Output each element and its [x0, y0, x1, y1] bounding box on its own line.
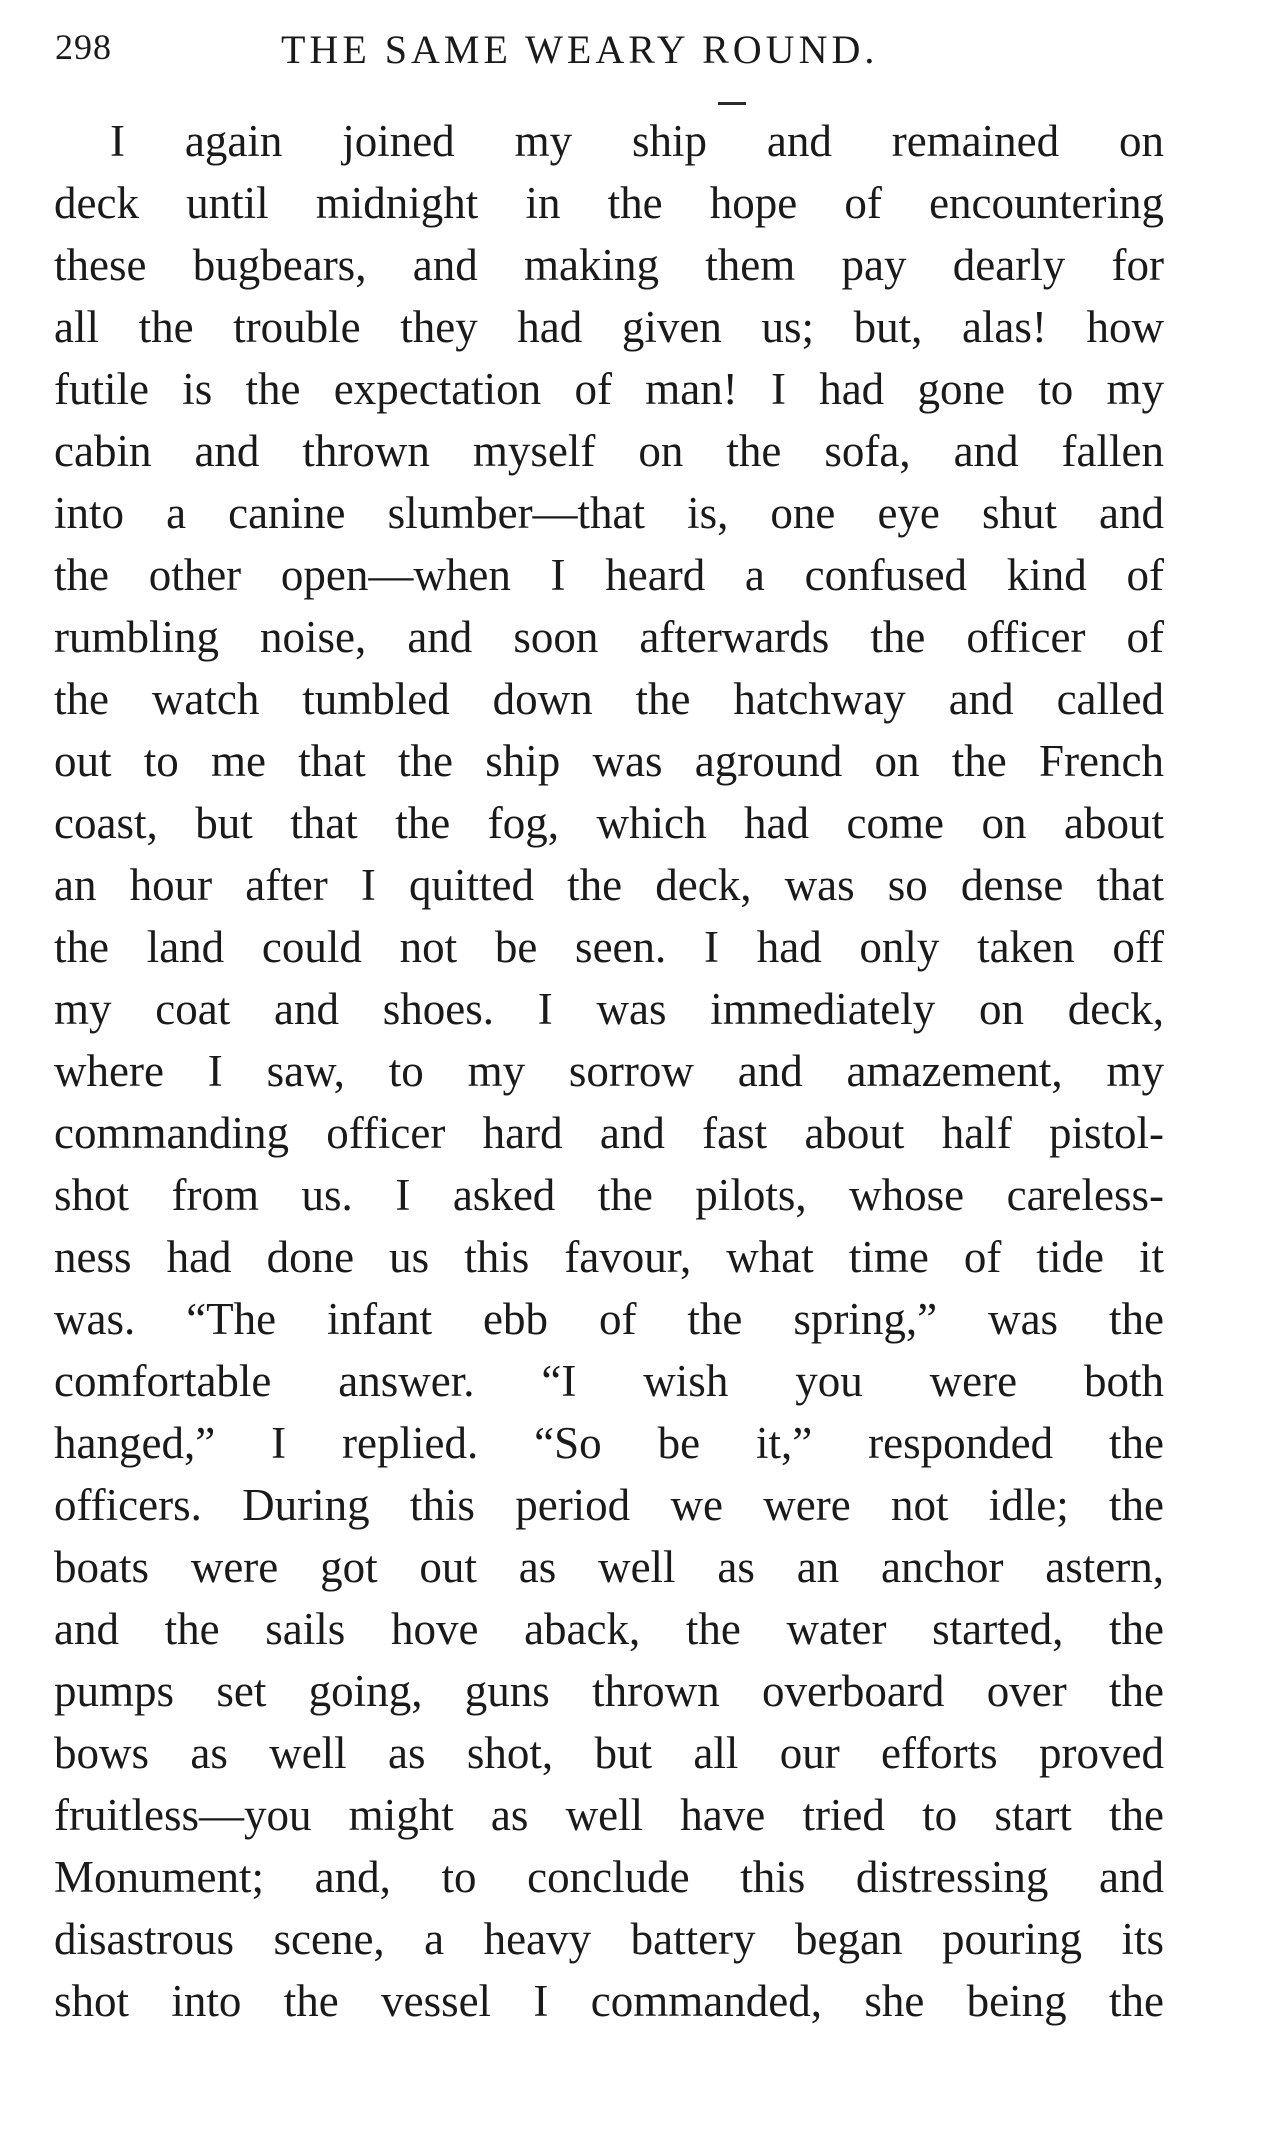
- text-line: the land could not be seen. I had only taken off: [54, 922, 1164, 972]
- text-line: the watch tumbled down the hatchway and called: [54, 674, 1164, 724]
- text-line: into a canine slumber—that is, one eye shut and: [54, 488, 1164, 538]
- text-line: boats were got out as well as an anchor astern,: [54, 1542, 1164, 1592]
- text-line: an hour after I quitted the deck, was so dense that: [54, 860, 1164, 910]
- text-line: the other open—when I heard a confused kind of: [54, 550, 1164, 600]
- text-line: and the sails hove aback, the water started, the: [54, 1604, 1164, 1654]
- text-line: futile is the expectation of man! I had gone to my: [54, 364, 1164, 414]
- text-line: where I saw, to my sorrow and amazement, my: [54, 1046, 1164, 1096]
- text-line: all the trouble they had given us; but, alas! how: [54, 302, 1164, 352]
- text-line: rumbling noise, and soon afterwards the officer of: [54, 612, 1164, 662]
- text-line: officers. During this period we were not idle; the: [54, 1480, 1164, 1530]
- text-line: bows as well as shot, but all our efforts proved: [54, 1728, 1164, 1778]
- stray-ink-mark: [718, 102, 746, 105]
- text-line: comfortable answer. “I wish you were both: [54, 1356, 1164, 1406]
- text-line: these bugbears, and making them pay dearly for: [54, 240, 1164, 290]
- text-line: disastrous scene, a heavy battery began pouring its: [54, 1914, 1164, 1964]
- body-text: [54, 110, 1164, 2032]
- text-line: out to me that the ship was aground on the French: [54, 736, 1164, 786]
- text-line: cabin and thrown myself on the sofa, and fallen: [54, 426, 1164, 476]
- text-line: I again joined my ship and remained on: [110, 116, 1164, 166]
- text-line: shot into the vessel I commanded, she being the: [54, 1976, 1164, 2026]
- page-header: [55, 26, 1165, 80]
- text-line: fruitless—you might as well have tried to start the: [54, 1790, 1164, 1840]
- page-number: 298: [55, 27, 112, 67]
- text-line: ness had done us this favour, what time of tide it: [54, 1232, 1164, 1282]
- text-line: deck until midnight in the hope of encountering: [54, 178, 1164, 228]
- text-line: commanding officer hard and fast about half pistol-: [54, 1108, 1164, 1158]
- text-line: my coat and shoes. I was immediately on deck,: [54, 984, 1164, 1034]
- running-title: THE SAME WEARY ROUND.: [281, 27, 879, 72]
- text-line: was. “The infant ebb of the spring,” was the: [54, 1294, 1164, 1344]
- text-line: coast, but that the fog, which had come on about: [54, 798, 1164, 848]
- text-line: hanged,” I replied. “So be it,” responded the: [54, 1418, 1164, 1468]
- text-line: shot from us. I asked the pilots, whose careless-: [54, 1170, 1164, 1220]
- text-line: Monument; and, to conclude this distressing and: [54, 1852, 1164, 1902]
- text-line: pumps set going, guns thrown overboard over the: [54, 1666, 1164, 1716]
